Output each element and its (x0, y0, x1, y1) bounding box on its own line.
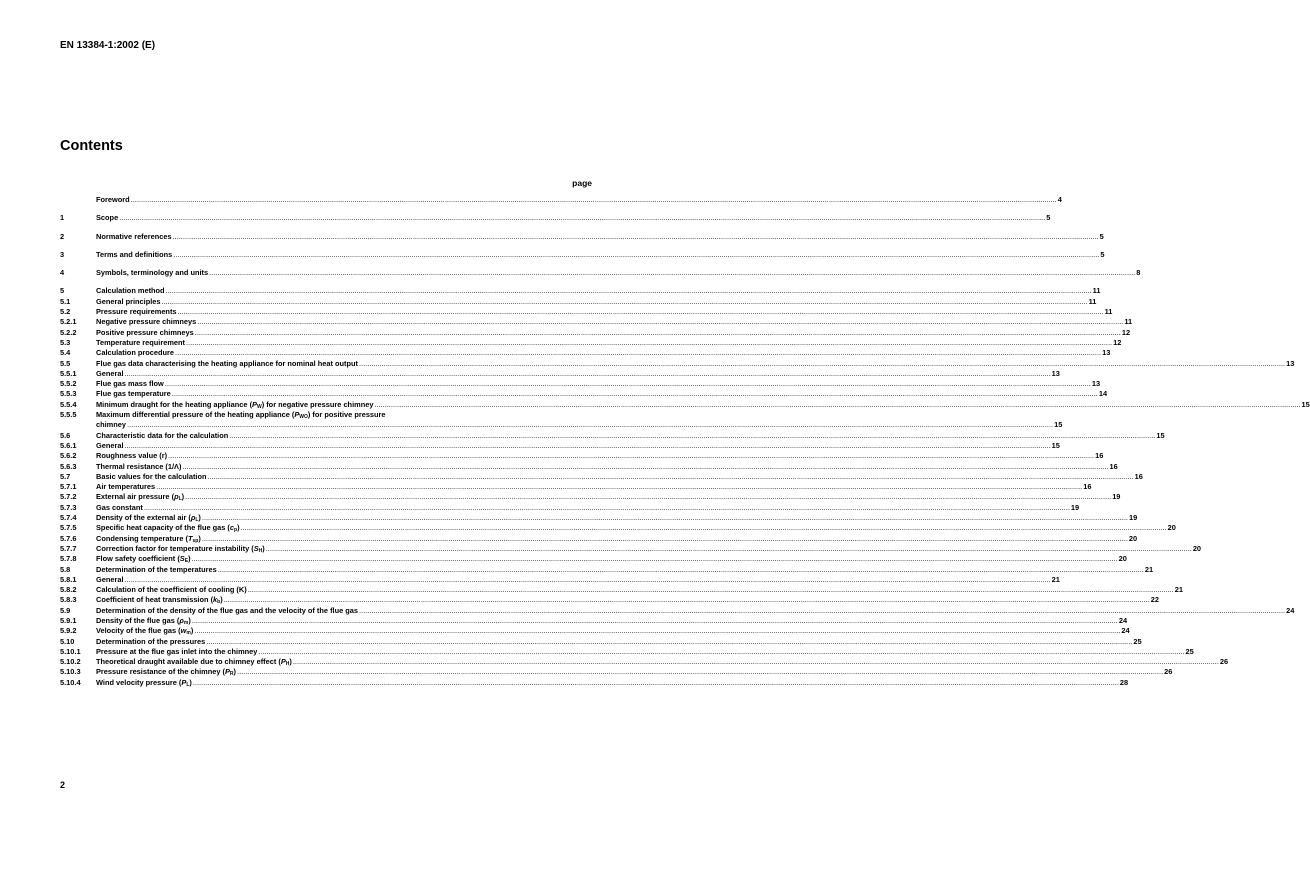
toc-entry[interactable] (60, 348, 1111, 358)
toc-entry-page: 13 (1102, 348, 1111, 358)
toc-leader-dots (266, 544, 1192, 554)
toc-leader-dots (182, 462, 1108, 472)
toc-entry[interactable] (60, 677, 1129, 688)
toc-entry-number: 5.7.7 (60, 543, 77, 553)
toc-entry[interactable] (60, 523, 1176, 534)
toc-entry-page: 5 (1046, 213, 1051, 223)
toc-entry-number: 5.7 (60, 471, 71, 481)
toc-entry-title: General (96, 368, 124, 378)
toc-leader-dots (186, 338, 1112, 348)
toc-leader-dots (192, 554, 1118, 564)
toc-leader-dots (125, 575, 1051, 585)
toc-entry-number: 5.7.1 (60, 482, 77, 492)
toc-leader-dots (173, 232, 1099, 242)
toc-entry-title: General (96, 574, 124, 584)
toc-entry-number: 5.6.2 (60, 451, 77, 461)
toc-entry-page: 21 (1051, 574, 1060, 584)
toc-entry-page: 20 (1192, 543, 1202, 553)
toc-entry-number: 5.4 (60, 348, 71, 358)
toc-leader-dots (194, 626, 1120, 636)
toc-entry-number: 5.6.3 (60, 461, 77, 471)
toc-entry-title: Roughness value (r) (96, 451, 168, 461)
toc-entry-number: 5.2.2 (60, 327, 77, 337)
toc-entry-title: Specific heat capacity of the flue gas $(c_p)$ (96, 523, 240, 534)
toc-entry-title: Positive pressure chimneys (96, 327, 194, 337)
toc-entry-page: 22 (1150, 595, 1160, 605)
toc-entry[interactable] (60, 286, 1101, 296)
page-column-label: page (572, 178, 592, 188)
toc-entry-number: 5.6.1 (60, 440, 77, 450)
toc-leader-dots (197, 317, 1123, 327)
toc-entry[interactable] (60, 513, 1138, 524)
toc-entry-title: Flue gas temperature (96, 389, 171, 399)
toc-entry-number: 5.5.1 (60, 368, 77, 378)
toc-leader-dots (119, 213, 1045, 223)
toc-entry[interactable] (60, 564, 1154, 575)
toc-entry[interactable] (60, 358, 1295, 369)
toc-entry-title: Density of the external air $(\rho_L)$ (96, 513, 201, 524)
toc-entry-page: 16 (1134, 471, 1143, 481)
toc-entry-title: Flue gas data characterising the heating appliance for nominal heat output (96, 358, 358, 368)
toc-entry-number: 5 (60, 286, 65, 296)
toc-leader-dots (144, 503, 1070, 513)
toc-leader-dots (172, 389, 1098, 399)
toc-leader-dots (131, 195, 1057, 205)
toc-leader-dots (202, 534, 1128, 544)
toc-entry[interactable] (60, 430, 1165, 441)
toc-leader-dots (248, 585, 1174, 595)
toc-entry[interactable] (60, 585, 1183, 595)
toc-entry-title: Determination of the pressures (96, 636, 206, 646)
toc-entry-number: 5.7.5 (60, 523, 77, 533)
toc-leader-dots (224, 595, 1150, 605)
toc-entry-title: Correction factor for temperature instability $(S_H)$ (96, 543, 265, 554)
toc-entry-title: Foreword (96, 195, 130, 204)
toc-leader-dots (218, 565, 1144, 575)
toc-entry-number: 5.5.5 (60, 410, 77, 420)
page-number: 2 (60, 780, 66, 790)
toc-leader-dots (206, 637, 1132, 647)
toc-entry-page: 11 (1088, 296, 1097, 306)
toc-entry[interactable] (60, 533, 1138, 544)
toc-entry[interactable] (60, 471, 1143, 482)
toc-entry-title: Thermal resistance (1/Λ) (96, 461, 182, 471)
toc-entry-title: Coefficient of heat transmission $(k_b)$ (96, 595, 223, 606)
toc-entry-number: 5.2 (60, 307, 71, 317)
toc-entry-page: 24 (1121, 626, 1130, 636)
toc-leader-dots (359, 606, 1285, 616)
toc-entry[interactable] (60, 317, 1133, 327)
toc-entry-page: 20 (1167, 523, 1176, 533)
toc-entry-title: Calculation of the coefficient of cooling (K) (96, 585, 247, 595)
toc-entry-title: Normative references (96, 231, 172, 241)
toc-entry-title: Minimum draught for the heating appliance $(P_W)$ for negative pressure chimney (96, 399, 374, 410)
toc-leader-dots (173, 250, 1099, 260)
toc-entry[interactable] (60, 543, 1202, 554)
toc-leader-dots (208, 472, 1134, 482)
toc-entry-number: 5.9 (60, 605, 71, 615)
toc-entry[interactable] (60, 440, 1060, 451)
toc-entry[interactable] (60, 249, 1105, 260)
toc-entry-page: 26 (1164, 667, 1173, 677)
toc-entry-title: Gas constant (96, 502, 143, 512)
toc-entry[interactable] (60, 195, 1062, 205)
toc-entry-page: 24 (1286, 605, 1295, 615)
toc-leader-dots (359, 359, 1285, 369)
toc-entry-page: 14 (1098, 389, 1108, 399)
toc-entry-page: 11 (1104, 307, 1113, 317)
toc-entry-page: 12 (1121, 327, 1131, 337)
toc-entry-number: 5.5.4 (60, 399, 77, 409)
toc-entry-title: Air temperatures (96, 482, 156, 492)
toc-entry-title: Terms and definitions (96, 249, 173, 259)
toc-entry[interactable] (60, 420, 1063, 430)
toc-entry-page: 16 (1109, 461, 1118, 471)
toc-entry[interactable] (60, 327, 1131, 338)
toc-leader-dots (165, 379, 1091, 389)
toc-leader-dots (193, 678, 1119, 688)
toc-entry-title: Pressure at the flue gas inlet into the chimney (96, 646, 258, 656)
toc-entry-number: 5.7.6 (60, 533, 77, 543)
document-header: EN 13384-1:2002 (E) (60, 40, 156, 51)
toc-entry-title: Scope (96, 213, 119, 223)
toc-entry-page: 19 (1112, 492, 1121, 502)
toc-entry-title: chimney (96, 420, 126, 430)
toc-entry-title: Wind velocity pressure $(P_L)$ (96, 677, 192, 688)
toc-entry-title: Density of the flue gas $(\rho_m)$ (96, 615, 191, 626)
toc-entry-page: 19 (1128, 513, 1138, 523)
toc-entry-number: 5.7.8 (60, 554, 77, 564)
toc-entry[interactable] (60, 657, 1229, 668)
toc-entry[interactable] (60, 337, 1122, 348)
toc-entry[interactable] (60, 461, 1118, 472)
toc-entry-number: 5.10.3 (60, 667, 81, 677)
toc-entry-page: 25 (1133, 636, 1142, 646)
toc-entry[interactable] (60, 574, 1060, 585)
toc-entry-title: Flue gas mass flow (96, 379, 164, 389)
toc-entry[interactable] (60, 213, 1051, 223)
toc-entry-title: Maximum differential pressure of the heating appliance $(P_{WO})$ for positive pressure (96, 410, 386, 421)
toc-entry-title: Calculation procedure (96, 348, 175, 358)
toc-entry-number: 1 (60, 213, 65, 223)
toc-leader-dots (209, 268, 1135, 278)
toc-entry-page: 5 (1099, 231, 1104, 241)
toc-entry[interactable] (60, 636, 1142, 647)
toc-entry-page: 13 (1091, 379, 1101, 389)
toc-entry[interactable] (60, 231, 1104, 242)
toc-leader-dots (125, 441, 1051, 451)
toc-entry[interactable] (60, 399, 1310, 410)
toc-entry-title: Temperature requirement (96, 337, 185, 347)
toc-entry-page: 11 (1124, 317, 1133, 327)
toc-entry-page: 13 (1051, 368, 1060, 378)
toc-entry[interactable] (60, 307, 1113, 317)
toc-entry-page: 21 (1174, 585, 1183, 595)
toc-entry-page: 19 (1070, 502, 1080, 512)
toc-leader-dots (293, 657, 1219, 667)
toc-leader-dots (127, 420, 1053, 430)
toc-entry-number: 3 (60, 249, 65, 259)
toc-entry[interactable] (60, 379, 1101, 389)
toc-entry-number: 5.8.2 (60, 585, 77, 595)
toc-entry-number: 5.1 (60, 296, 71, 306)
toc-leader-dots (195, 328, 1121, 338)
toc-entry-number: 5.7.4 (60, 513, 77, 523)
toc-leader-dots (178, 307, 1104, 317)
toc-entry-number: 5.8.1 (60, 574, 77, 584)
toc-entry-number: 4 (60, 268, 65, 278)
toc-entry-number: 5.5 (60, 358, 71, 368)
table-of-contents (60, 195, 1310, 688)
toc-entry-title: Characteristic data for the calculation (96, 430, 229, 440)
toc-entry-page: 4 (1057, 195, 1062, 204)
toc-entry-title: Calculation method (96, 286, 165, 296)
toc-entry-number: 5.6 (60, 430, 71, 440)
toc-entry-number: 5.10.2 (60, 657, 81, 667)
toc-entry-page: 12 (1113, 337, 1122, 347)
toc-entry-title: Symbols, terminology and units (96, 268, 209, 278)
toc-entry-title: Velocity of the flue gas $(w_m)$ (96, 626, 194, 637)
toc-entry-page: 24 (1118, 615, 1128, 625)
page-title: Contents (60, 138, 123, 154)
toc-leader-dots (237, 667, 1163, 677)
toc-entry-page: 15 (1156, 430, 1165, 440)
toc-leader-dots (125, 369, 1051, 379)
toc-leader-dots (175, 348, 1101, 358)
toc-entry-number: 5.8 (60, 564, 71, 574)
toc-entry-page: 20 (1118, 554, 1127, 564)
toc-entry-title: Determination of the temperatures (96, 564, 217, 574)
toc-entry-number: 5.5.3 (60, 389, 77, 399)
toc-entry-number: 5.10.1 (60, 646, 81, 656)
toc-entry[interactable] (60, 605, 1295, 616)
toc-entry-page: 11 (1092, 286, 1101, 296)
toc-entry-page: 13 (1286, 358, 1295, 368)
toc-leader-dots (168, 451, 1094, 461)
toc-entry-title: Condensing temperature $(T_{sp})$ (96, 533, 201, 544)
toc-entry[interactable] (60, 296, 1097, 307)
toc-entry-page: 25 (1185, 646, 1194, 656)
toc-leader-dots (374, 400, 1300, 410)
toc-leader-dots (166, 286, 1092, 296)
toc-leader-dots (156, 482, 1082, 492)
toc-leader-dots (192, 616, 1118, 626)
toc-entry-page: 26 (1219, 657, 1229, 667)
toc-leader-dots (162, 297, 1088, 307)
toc-entry-number: 5.7.3 (60, 502, 77, 512)
toc-entry[interactable] (60, 554, 1127, 565)
toc-entry-number: 5.5.2 (60, 379, 77, 389)
toc-leader-dots (229, 431, 1155, 441)
toc-entry-title: Basic values for the calculation (96, 471, 207, 481)
toc-entry[interactable] (60, 482, 1092, 492)
toc-entry-number: 2 (60, 231, 65, 241)
toc-entry-title: General (96, 440, 124, 450)
toc-entry-page: 20 (1128, 533, 1138, 543)
toc-entry-title: Theoretical draught available due to chimney effect $(P_H)$ (96, 657, 292, 668)
toc-entry-title: Pressure resistance of the chimney $(P_R)$ (96, 667, 237, 678)
toc-entry[interactable] (60, 451, 1104, 461)
toc-entry-page: 15 (1301, 399, 1310, 409)
toc-entry-page: 28 (1119, 677, 1129, 687)
toc-entry-number: 5.10.4 (60, 677, 81, 687)
toc-entry-page: 8 (1136, 268, 1141, 278)
toc-entry[interactable] (60, 667, 1173, 678)
toc-entry[interactable] (60, 595, 1160, 606)
toc-entry-title: Flow safety coefficient $(S_E)$ (96, 554, 191, 565)
toc-entry[interactable] (60, 368, 1060, 379)
toc-leader-dots (202, 513, 1128, 523)
toc-entry[interactable] (60, 502, 1080, 513)
toc-entry[interactable] (60, 268, 1141, 278)
toc-entry[interactable] (60, 615, 1128, 626)
toc-leader-dots (185, 492, 1111, 502)
toc-entry-page: 16 (1083, 482, 1092, 492)
toc-leader-dots (241, 523, 1167, 533)
toc-entry[interactable] (60, 410, 592, 420)
toc-entry-title: Determination of the density of the flue gas and the velocity of the flue gas (96, 605, 358, 615)
toc-entry-page: 15 (1051, 440, 1060, 450)
toc-entry[interactable] (60, 492, 1121, 503)
toc-entry-number: 5.8.3 (60, 595, 77, 605)
toc-entry-page: 5 (1100, 249, 1105, 259)
toc-entry-title: Negative pressure chimneys (96, 317, 197, 327)
toc-entry[interactable] (60, 389, 1108, 399)
toc-entry-number: 5.9.2 (60, 626, 77, 636)
toc-entry-page: 16 (1095, 451, 1104, 461)
toc-leader-dots (258, 647, 1184, 657)
toc-entry-page: 21 (1144, 564, 1154, 574)
toc-entry-number: 5.3 (60, 337, 71, 347)
toc-entry-page: 15 (1054, 420, 1063, 430)
toc-entry-number: 5.9.1 (60, 615, 77, 625)
toc-entry[interactable] (60, 646, 1194, 657)
toc-entry-number: 5.2.1 (60, 317, 77, 327)
toc-entry-title: General principles (96, 296, 161, 306)
toc-entry[interactable] (60, 626, 1130, 637)
toc-entry-title: External air pressure $(p_L)$ (96, 492, 185, 503)
toc-entry-number: 5.10 (60, 636, 75, 646)
toc-entry-number: 5.7.2 (60, 492, 77, 502)
toc-entry-title: Pressure requirements (96, 307, 177, 317)
